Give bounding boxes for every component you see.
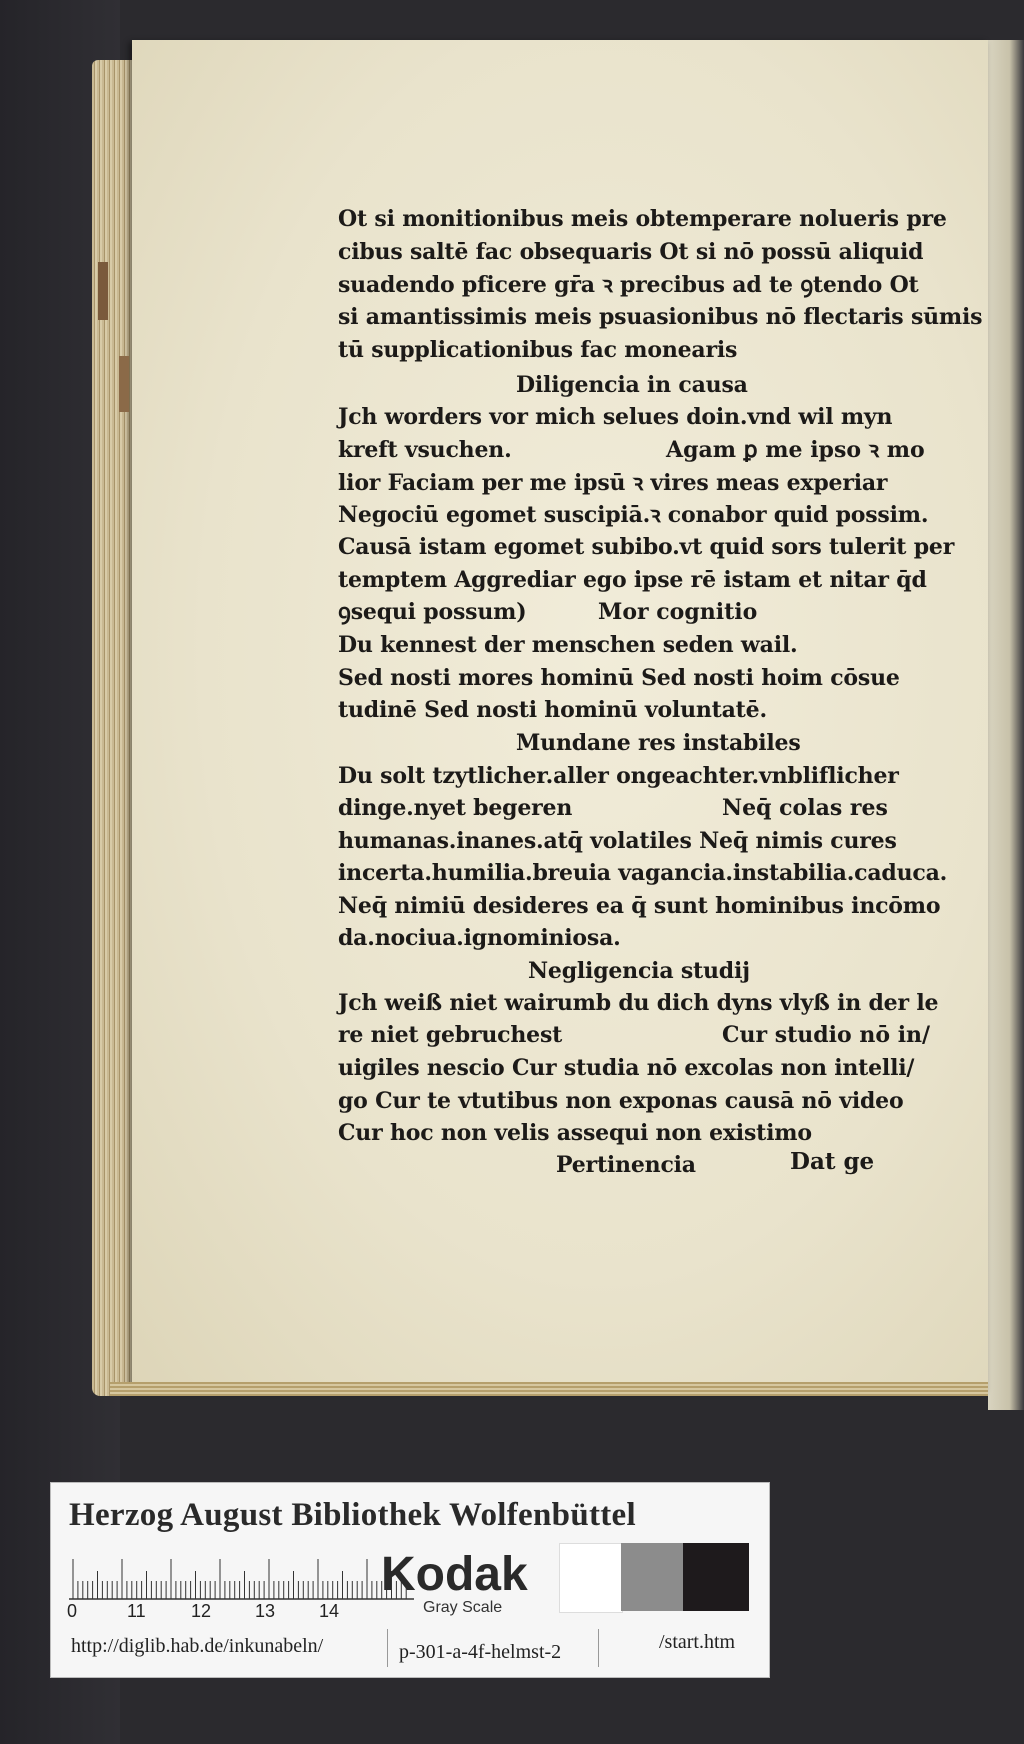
text-line: Neq̄ nimiū desideres ea q̄ sunt hominibus incōmo xyxy=(338,893,941,919)
text-line: Jch weiß niet wairumb du dich dyns vlyß in der le xyxy=(338,990,939,1016)
text-line: incerta.humilia.breuia vagancia.instabilia.caduca. xyxy=(338,860,948,886)
text-line: go Cur te vtutibus non exponas causā nō video xyxy=(338,1088,904,1114)
text-line: re niet gebruchest xyxy=(338,1022,563,1048)
ruler-number: 14 xyxy=(319,1601,340,1621)
text-line: cibus saltē fac obsequaris Ot si nō possū aliquid xyxy=(338,239,924,265)
ruler-number: 11 xyxy=(127,1601,146,1621)
text-line: Du kennest der menschen seden wail. xyxy=(338,632,798,658)
text-line: dinge.nyet begeren xyxy=(338,795,573,821)
text-line: si amantissimis meis psuasionibus nō flectaris sūmis xyxy=(338,304,983,330)
text-line: Neq̄ colas res xyxy=(722,795,888,821)
text-line: Cur hoc non velis assequi non existimo xyxy=(338,1120,812,1146)
text-line: Ot si monitionibus meis obtemperare nolueris pre xyxy=(338,206,947,232)
section-heading: Pertinencia xyxy=(556,1152,696,1178)
text-line: Du solt tzytlicher.aller ongeachter.vnbliflicher xyxy=(338,763,899,789)
text-line: ꝯsequi possum) xyxy=(338,599,527,625)
swatch-gray xyxy=(621,1543,683,1611)
text-line: kreft vsuchen. xyxy=(338,437,512,463)
text-line: lior Faciam per me ipsū ꝛ vires meas experiar xyxy=(338,470,888,496)
section-heading: Mundane res instabiles xyxy=(516,730,801,756)
text-line: suadendo pficere gr̄a ꝛ precibus ad te ꝯtendo Ot xyxy=(338,272,919,298)
color-chart-label xyxy=(50,1482,770,1678)
ruler-number: 13 xyxy=(255,1601,276,1621)
ruler-number: 0 xyxy=(67,1601,78,1621)
swatch-white xyxy=(559,1543,623,1613)
text-line: Cur studio nō in/ xyxy=(722,1022,931,1048)
catchword: Dat ge xyxy=(790,1148,875,1175)
page-bottom-edge xyxy=(110,1382,988,1396)
text-line: Jch worders vor mich selues doin.vnd wil myn xyxy=(338,404,893,430)
ruler-number: 12 xyxy=(191,1601,212,1621)
text-line: humanas.inanes.atq̄ volatiles Neq̄ nimis cures xyxy=(338,828,897,854)
kodak-logo: Kodak xyxy=(381,1548,528,1601)
swatch-black xyxy=(683,1543,749,1611)
bookmark-ribbon xyxy=(98,262,108,320)
facing-page-edge xyxy=(988,40,1024,1410)
section-heading: Negligencia studij xyxy=(528,958,750,984)
text-line: da.nociua.ignominiosa. xyxy=(338,925,621,951)
text-line: tū supplicationibus fac monearis xyxy=(338,337,738,363)
library-title: Herzog August Bibliothek Wolfenbüttel xyxy=(69,1497,636,1533)
ruler xyxy=(69,1551,414,1603)
text-line: tudinē Sed nosti hominū voluntatē. xyxy=(338,697,767,723)
url-suffix: /start.htm xyxy=(659,1631,736,1653)
text-line: Sed nosti mores hominū Sed nosti hoim cōsue xyxy=(338,665,900,691)
url-base: http://diglib.hab.de/inkunabeln/ xyxy=(71,1635,324,1657)
section-heading: Mor cognitio xyxy=(598,599,758,625)
text-line: Negociū egomet suscipiā.ꝛ conabor quid possim. xyxy=(338,502,929,528)
text-line: uigiles nescio Cur studia nō excolas non intelli/ xyxy=(338,1055,915,1081)
text-line: Causā istam egomet subibo.vt quid sors tulerit per xyxy=(338,534,955,560)
shelfmark: p-301-a-4f-helmst-2 xyxy=(399,1641,562,1663)
text-line: Agam ꝑ me ipso ꝛ mo xyxy=(666,437,925,463)
bookmark-ribbon xyxy=(119,356,129,412)
gray-scale-label: Gray Scale xyxy=(423,1599,503,1616)
text-line: temptem Aggrediar ego ipse rē istam et nitar q̄d xyxy=(338,567,927,593)
section-heading: Diligencia in causa xyxy=(516,372,748,398)
